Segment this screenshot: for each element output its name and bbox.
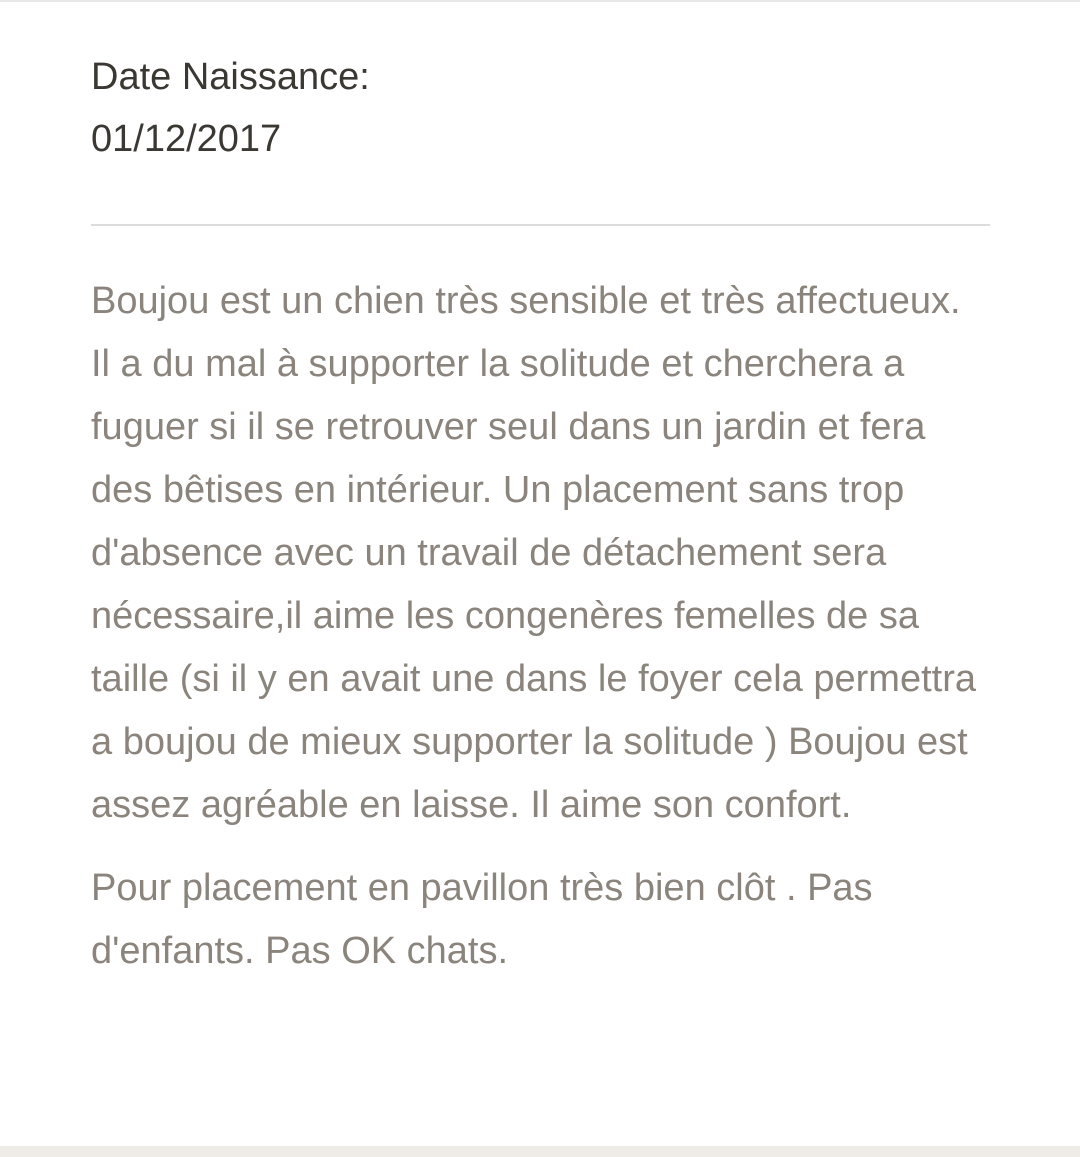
bottom-separator <box>0 1146 1080 1157</box>
top-border <box>0 0 1080 2</box>
birth-date-value: 01/12/2017 <box>91 118 282 160</box>
birth-date-label: Date Naissance: <box>91 56 370 98</box>
description-paragraph-1: Boujou est un chien très sensible et très affectueux. Il a du mal à supporter la solitude et cherchera a fuguer si il se retrouver seul dans un jardin et fera des bêtises en intérieur. Un placement sans trop d'absence avec un travail de détachement sera nécessaire,il aime les congenères femelles de sa taille (si il y en avait une dans le foyer cela permettra a boujou de mieux supporter la solitude ) Boujou est assez agréable en laisse. Il aime son confort. <box>91 280 976 826</box>
pet-profile-details <box>91 46 990 983</box>
pet-description <box>91 270 990 983</box>
description-paragraph-2: Pour placement en pavillon très bien clôt . Pas d'enfants. Pas OK chats. <box>91 867 873 972</box>
section-divider <box>91 224 990 226</box>
